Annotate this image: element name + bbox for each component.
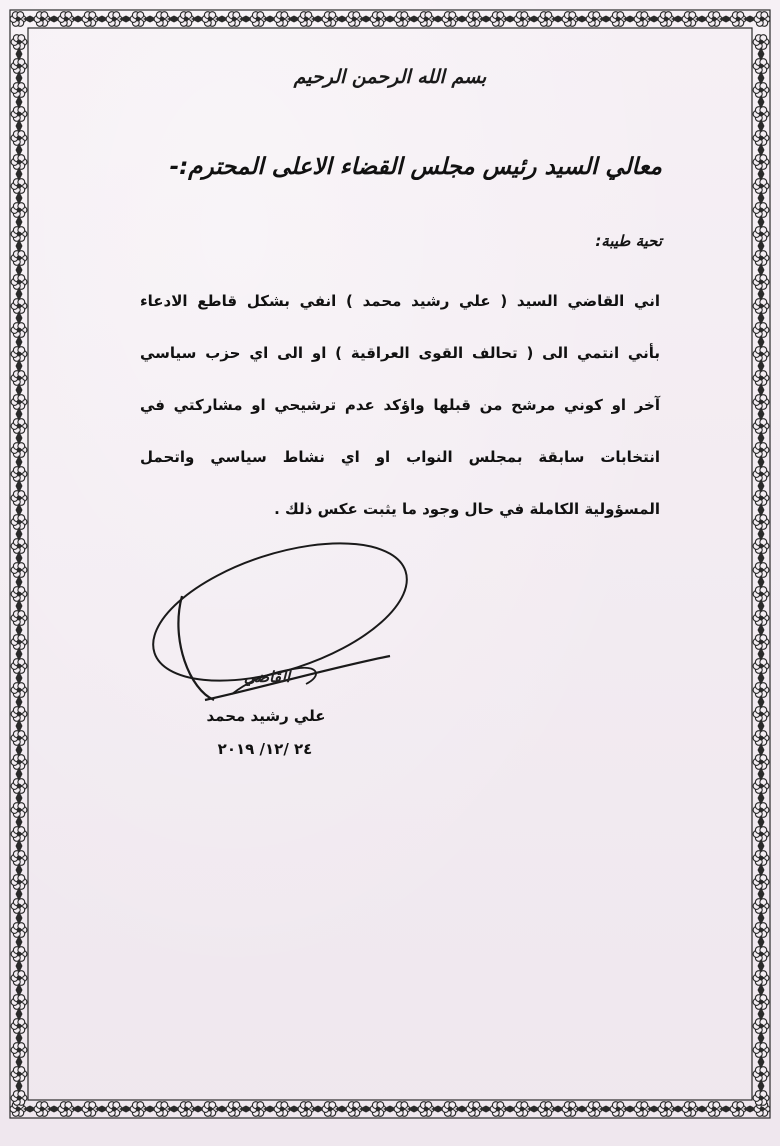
greeting-line: تحية طيبة: bbox=[595, 232, 662, 250]
signature-title: القاضي bbox=[243, 668, 291, 686]
signature-date: ٢٤ /١٢/ ٢٠١٩ bbox=[217, 740, 313, 758]
body-line-3: آخر او كوني مرشح من قبلها واؤكد عدم ترشيحي او مشاركتي في bbox=[140, 396, 660, 414]
basmala-heading: بسم الله الرحمن الرحيم bbox=[293, 66, 487, 88]
body-line-5: المسؤولية الكاملة في حال وجود ما يثبت عكس ذلك . bbox=[274, 500, 660, 518]
signer-name: علي رشيد محمد bbox=[206, 707, 326, 725]
body-line-2: بأني انتمي الى ( تحالف القوى العراقية ) او الى اي حزب سياسي bbox=[140, 344, 660, 362]
body-line-4: انتخابات سابقة بمجلس النواب او اي نشاط سياسي واتحمل bbox=[140, 448, 660, 466]
salutation-line: معالي السيد رئيس مجلس القضاء الاعلى المحترم:- bbox=[169, 154, 662, 180]
body-line-1: اني القاضي السيد ( علي رشيد محمد ) انفي بشكل قاطع الادعاء bbox=[140, 292, 660, 310]
